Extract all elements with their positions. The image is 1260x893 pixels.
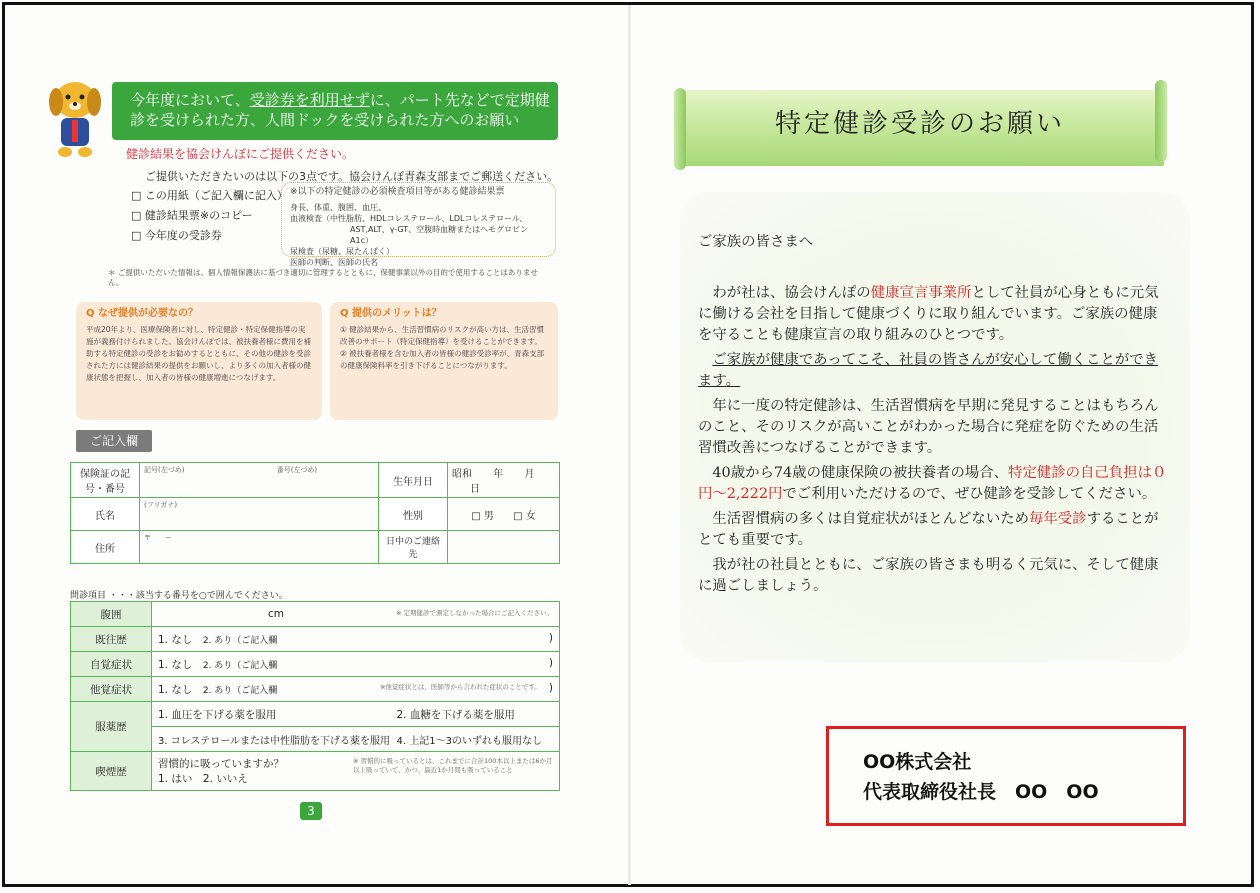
objective-symptoms-field[interactable]: 1. なし 2. あり（ご記入欄 ) ※他覚症状とは、医師等から言われた症状のことです。 [152, 677, 560, 702]
history-field[interactable]: 1. なし 2. あり（ご記入欄 ) [152, 627, 560, 652]
questionnaire-title: 問診項目 ・・・該当する番号を○で囲んでください。 [70, 591, 288, 601]
paragraph-3: 年に一度の特定健診は、生活習慣病を早期に発見することはもちろんのこと、そのリスクが高いことがわかった場合に発症を防ぐための生活習慣改善につなげることができます。 [698, 398, 1159, 456]
company-name: OO株式会社 [863, 751, 972, 773]
paragraph-6: 我が社の社員とともに、ご家族の皆さまも明るく元気に、そして健康に過ごしましょう。 [698, 557, 1159, 594]
personal-info-form: 保険証の記号・番号 記号(左づめ) 番号(左づめ) 生年月日 昭和 年 月 日 氏名 (フリガナ) 性別 □ 男 □ 女 住所 〒 ー 日中のご連絡先 [70, 462, 560, 564]
mascot-dog-icon [44, 70, 106, 160]
check-item: □ この用紙（ご記入欄に記入） [131, 189, 288, 202]
smoking-field[interactable]: ※ 習慣的に吸っているとは、これまでに合計100本以上または6か月以上吸っていて、かつ、最近1か月間も吸っていること 習慣的に吸っていますか？ 1. はい 2. いいえ [152, 752, 560, 791]
letter-body [698, 232, 1168, 601]
privacy-note: ＊ ご提供いただいた情報は、個人情報保護法に基づき適切に管理するとともに、保健事業以外の目的で使用することはありません。 [108, 268, 538, 287]
questionnaire-table: 腹囲 cm ※ 定期健診で測定しなかった場合にご記入ください。 既往歴 1. なし 2. あり（ご記入欄 ) 自覚症状 1. なし 2. あり（ご記入欄 ) 他覚症状 1. なし 2. あり（ご記入欄 ) ※他覚症状とは、医師等から言われた症状のことです。 服薬歴 1. 血圧を下げる薬を服用 2. 血糖を下げる薬を服用 3. コレステロールまたは中性脂肪を下げる薬を服用 4. 上記1～3のいずれも服用なし 喫煙歴 ※ 習慣的に吸っているとは、これまでに合計100本以上または6か月以上吸っていて、かつ、最近1か月間も吸っていること 習慣的に吸っていますか？ 1. はい 2. いいえ [70, 601, 560, 791]
name-field[interactable]: (フリガナ) [140, 498, 379, 531]
sex-field[interactable]: □ 男 □ 女 [448, 498, 560, 531]
insurance-number-field[interactable]: 記号(左づめ) 番号(左づめ) [140, 463, 379, 498]
page-number: 3 [300, 802, 322, 820]
address-field[interactable]: 〒 ー [140, 531, 379, 564]
waist-field[interactable]: cm ※ 定期健診で測定しなかった場合にご記入ください。 [152, 602, 560, 627]
medication-field-1[interactable]: 1. 血圧を下げる薬を服用 2. 血糖を下げる薬を服用 [152, 702, 560, 727]
paragraph-1: わが社は、協会けんぽの健康宣言事業所として社員が心身ともに元気に働ける会社を目指して健康づくりに取り組んでいます。ご家族の健康を守ることも健康宣言の取り組みのひとつです。 [698, 285, 1159, 343]
provide-results-heading: 健診結果を協会けんぽにご提供ください。 [126, 147, 355, 161]
merits-box: Q 提供のメリットは？ ① 健診結果から、生活習慣病のリスクが高い方は、生活習慣改善のサポート（特定保健指導）を受けることができます。 ② 被扶養者様を含む加入者の皆様の健診受診率が、青森支部の健康保険料率を引き下げることにつながります。 [330, 302, 558, 420]
paragraph-4: 40歳から74歳の健康保険の被扶養者の場合、特定健診の自己負担は０円～2,222円でご利用いただけるので、ぜひ健診を受診してください。 [698, 465, 1167, 502]
subjective-symptoms-field[interactable]: 1. なし 2. あり（ご記入欄 ) [152, 652, 560, 677]
why-needed-box: Q なぜ提供が必要なの？ 平成20年より、医療保険者に対し、特定健診・特定保健指導の実施が義務付けられました。協会けんぽでは、被扶養者様に費用を補助する特定健診の受診をお勧めするとともに、その他の健診を受診された方には健診結果の提供をお願いし、より多くの加入者様の健康状態を把握し、加入者の皆様の健康増進につなげます。 [76, 302, 322, 420]
salutation: ご家族の皆さまへ [698, 234, 814, 250]
paragraph-5: 生活習慣病の多くは自覚症状がほとんどないため毎年受診することがとても重要です。 [698, 511, 1159, 548]
daytime-contact-field[interactable] [448, 531, 560, 564]
letter-title: 特定健診受診のお願い [774, 109, 1065, 139]
request-banner: 今年度において、受診券を利用せずに、パート先などで定期健 診を受けられた方、人間ドックを受けられた方へのお願い [112, 82, 558, 140]
president-name: 代表取締役社長 OO OO [863, 781, 1099, 803]
fill-in-section-tag: ご記入欄 [76, 430, 152, 452]
birthdate-field[interactable]: 昭和 年 月 日 [448, 463, 560, 498]
signature-box [826, 726, 1186, 826]
medication-field-2[interactable]: 3. コレステロールまたは中性脂肪を下げる薬を服用 4. 上記1～3のいずれも服用なし [152, 727, 560, 752]
required-tests-note: ※以下の特定健診の必須検査項目等がある健診結果票 身長、体重、腹囲、血圧、 血液検査（中性脂肪、HDLコレステロール、LDLコレステロール、 AST,ALT、γ-GT、空腹時血糖またはヘモグロビンA1c） 尿検査（尿糖、尿たんぱく） 医師の判断、医師の氏名 [281, 182, 556, 257]
paragraph-2: ご家族が健康であってこそ、社員の皆さんが安心して働くことができます。 [698, 352, 1159, 389]
required-items-list [131, 186, 288, 246]
intro-text: ご提供いただきたいのは以下の3点です。協会けんぽ青森支部までご郵送ください。 [145, 170, 559, 183]
check-item: □ 健診結果票※のコピー [131, 209, 253, 222]
page-fold [628, 5, 631, 885]
check-item: □ 今年度の受診券 [131, 229, 222, 242]
